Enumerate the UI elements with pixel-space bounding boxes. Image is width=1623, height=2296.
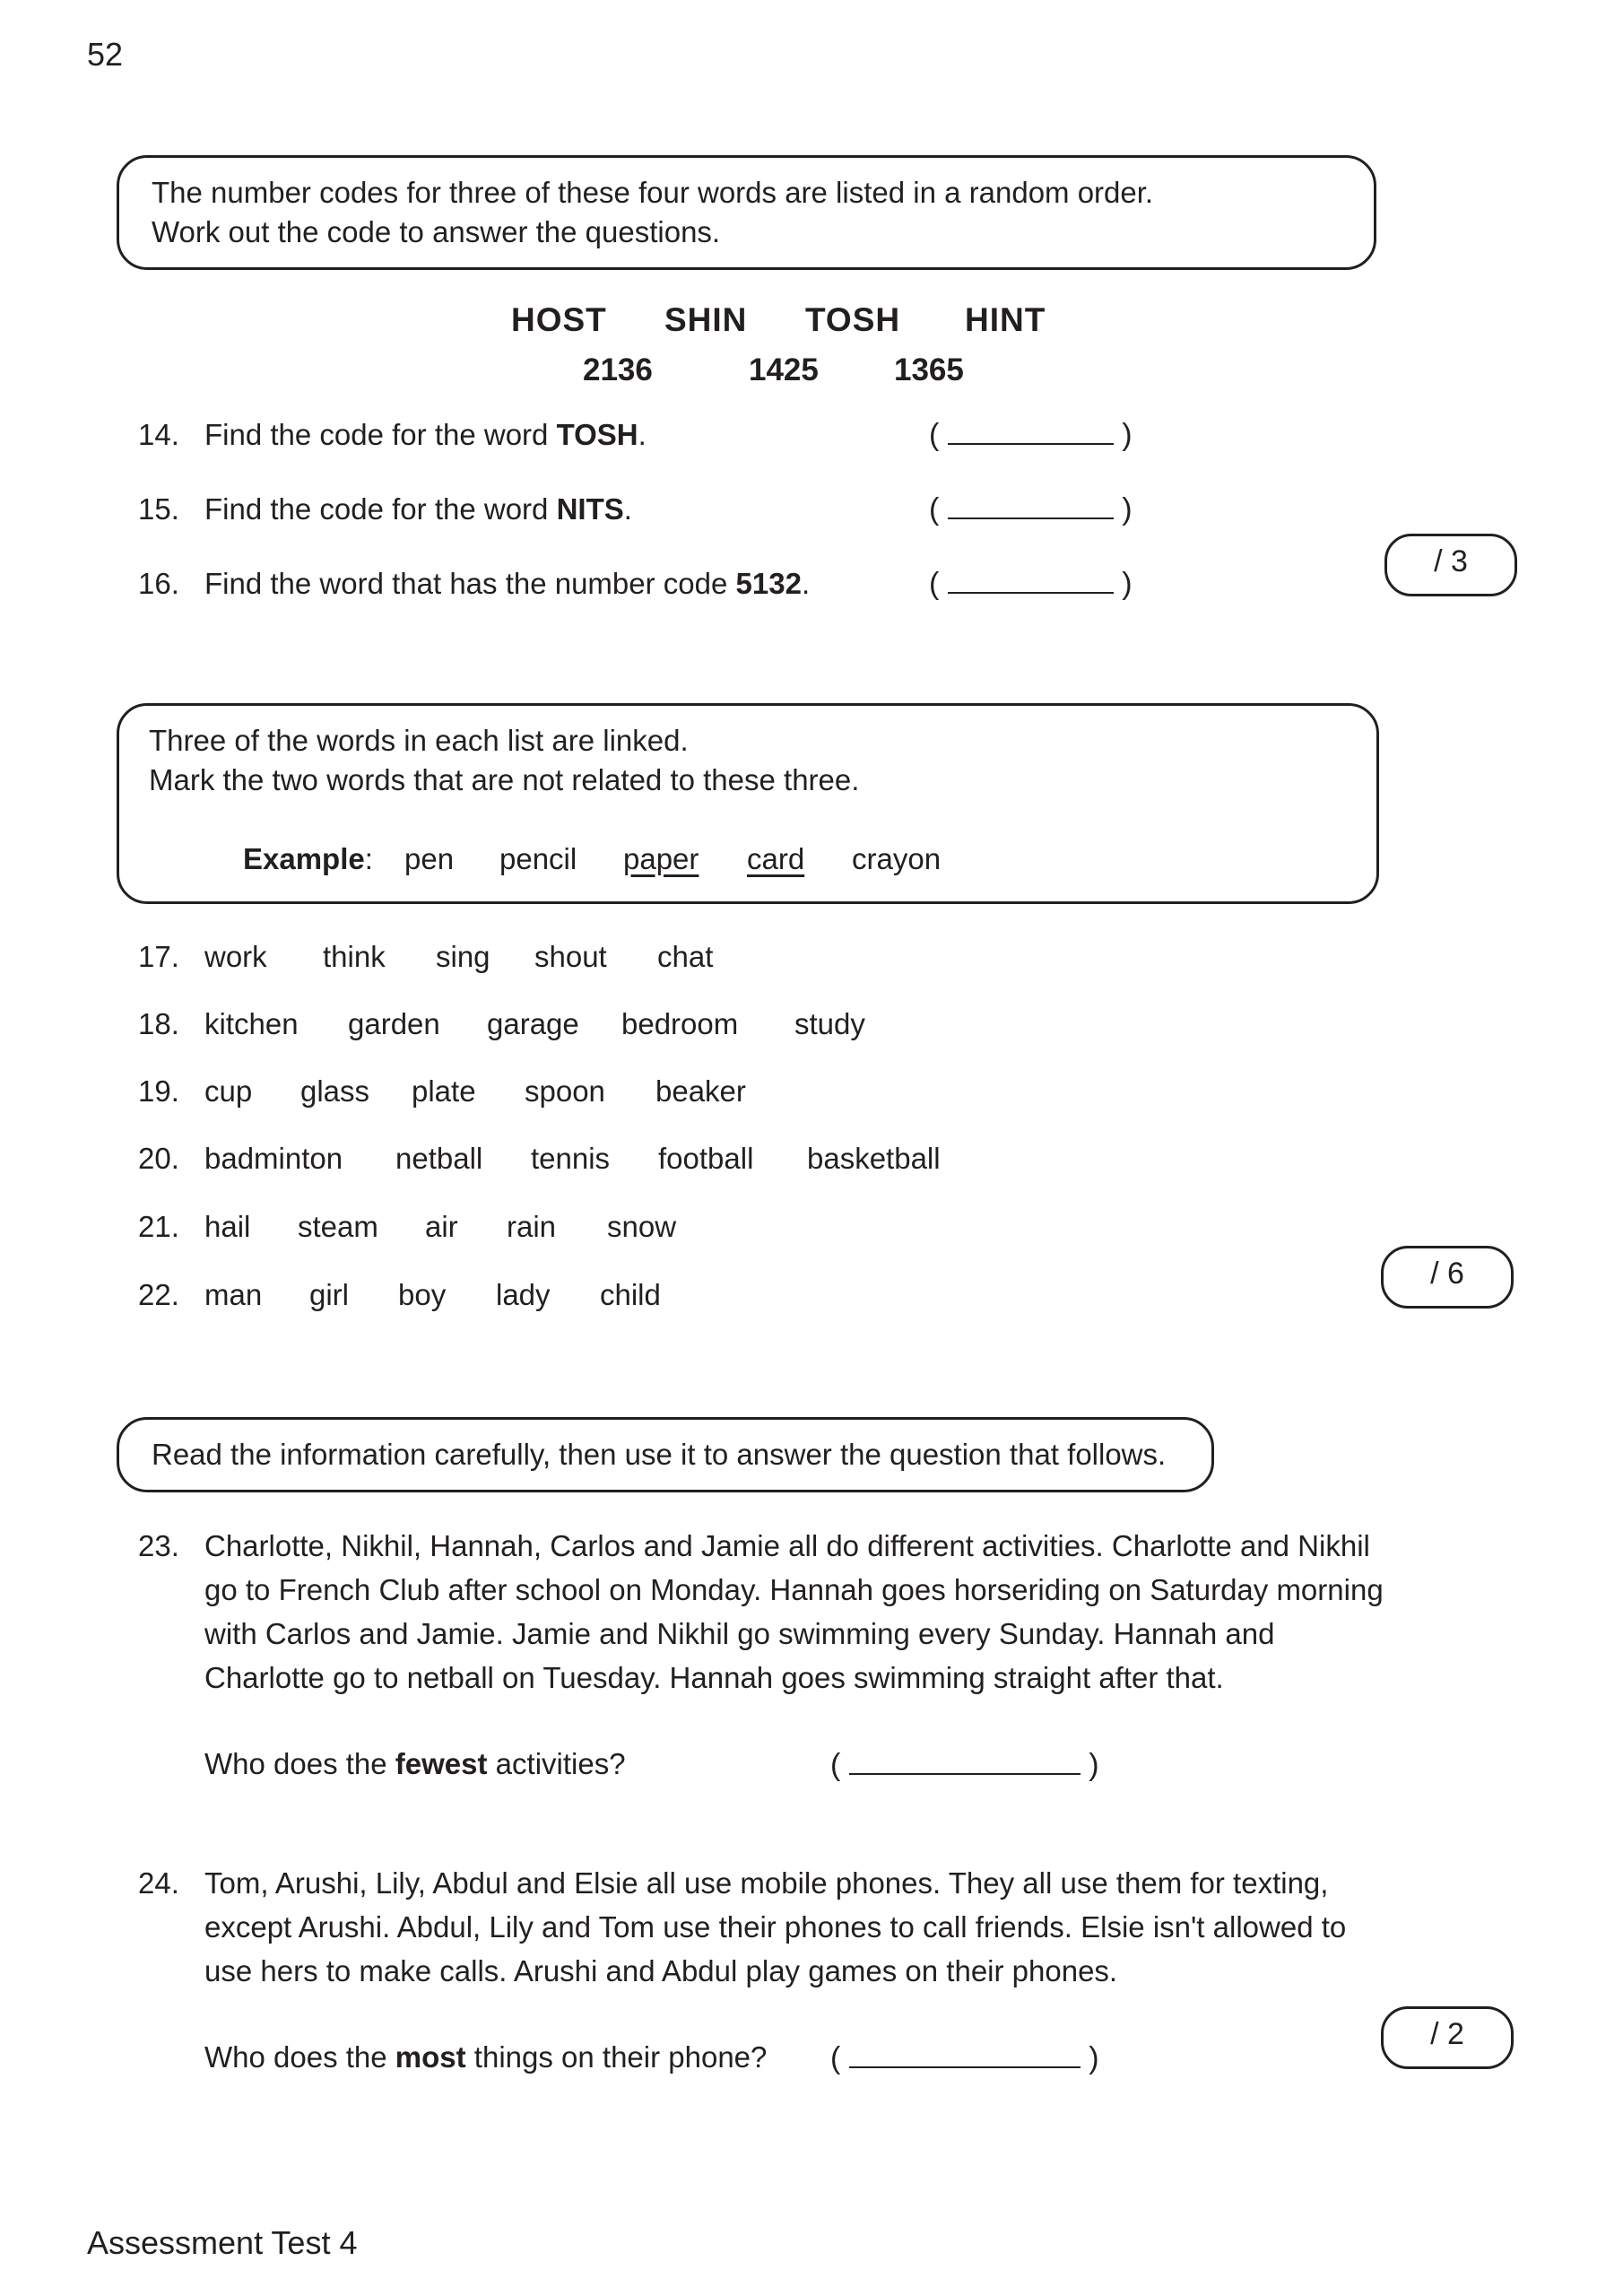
code-number: 2136 <box>583 352 653 387</box>
code-number: 1425 <box>749 352 819 387</box>
option-word[interactable]: garage <box>487 1007 579 1040</box>
option-word[interactable]: sing <box>436 940 490 973</box>
instruction-line: The number codes for three of these four words are listed in a random order. <box>152 176 1154 209</box>
instruction-box-code <box>117 155 1376 270</box>
paragraph-line: Tom, Arushi, Lily, Abdul and Elsie all use mobile phones. They all use them for texting, <box>204 1866 1329 1900</box>
answer-field-14[interactable]: ( ) <box>929 418 1133 452</box>
question-number: 17. <box>138 940 179 973</box>
paragraph-line: with Carlos and Jamie. Jamie and Nikhil go swimming every Sunday. Hannah and <box>204 1617 1275 1650</box>
question-number: 24. <box>138 1866 179 1900</box>
instruction-line: Mark the two words that are not related to these three. <box>149 763 860 796</box>
instruction-box-reading <box>117 1417 1214 1492</box>
option-word[interactable]: kitchen <box>204 1007 299 1040</box>
option-word[interactable]: lady <box>496 1278 551 1311</box>
instruction-box-links <box>117 703 1379 904</box>
question-number: 16. <box>138 567 179 600</box>
code-word: SHIN <box>664 301 748 338</box>
question-number: 20. <box>138 1142 179 1175</box>
example-word: pen <box>404 842 455 875</box>
code-word: HINT <box>965 301 1046 338</box>
instruction-line: Read the information carefully, then use it to answer the question that follows. <box>152 1438 1167 1471</box>
example-label: Example: <box>243 842 373 875</box>
question-text: Find the code for the word TOSH. <box>204 418 647 451</box>
option-word[interactable]: chat <box>657 940 714 973</box>
option-word[interactable]: bedroom <box>621 1007 739 1040</box>
option-word[interactable]: netball <box>395 1142 483 1175</box>
option-word[interactable]: glass <box>300 1074 370 1108</box>
answer-field-23[interactable]: ( ) <box>830 1748 1099 1782</box>
answer-field-15[interactable]: ( ) <box>929 492 1133 526</box>
code-number: 1365 <box>894 352 964 387</box>
option-word[interactable]: think <box>323 940 386 973</box>
score-box: / 2 <box>1381 2006 1514 2069</box>
question-paragraph <box>204 1524 1384 1700</box>
paragraph-line: Charlotte, Nikhil, Hannah, Carlos and Jamie all do different activities. Charlotte and Nikhil <box>204 1529 1370 1562</box>
option-word[interactable]: rain <box>507 1210 557 1243</box>
question-number: 15. <box>138 492 179 526</box>
option-word[interactable]: boy <box>398 1278 447 1311</box>
question-prompt: Who does the fewest activities? <box>204 1747 626 1780</box>
code-word: HOST <box>511 301 607 338</box>
example-word-marked: paper <box>623 842 699 875</box>
option-word[interactable]: hail <box>204 1210 251 1243</box>
option-word[interactable]: plate <box>412 1074 476 1108</box>
paragraph-line: except Arushi. Abdul, Lily and Tom use their phones to call friends. Elsie isn't allowed to <box>204 1910 1347 1944</box>
question-number: 21. <box>138 1210 179 1243</box>
option-word[interactable]: study <box>794 1007 865 1040</box>
question-text: Find the code for the word NITS. <box>204 492 632 526</box>
question-number: 18. <box>138 1007 179 1040</box>
question-number: 22. <box>138 1278 179 1311</box>
paragraph-line: go to French Club after school on Monday. Hannah goes horseriding on Saturday morning <box>204 1573 1384 1606</box>
option-word[interactable]: tennis <box>531 1142 611 1175</box>
score-box: / 3 <box>1384 534 1517 596</box>
option-word[interactable]: basketball <box>807 1142 941 1175</box>
instruction-line: Work out the code to answer the questions. <box>152 215 721 248</box>
answer-field-16[interactable]: ( ) <box>929 567 1133 601</box>
option-word[interactable]: badminton <box>204 1142 343 1175</box>
option-word[interactable]: cup <box>204 1074 253 1108</box>
option-word[interactable]: man <box>204 1278 263 1311</box>
question-number: 23. <box>138 1529 179 1562</box>
code-word: TOSH <box>805 301 901 338</box>
question-number: 14. <box>138 418 179 451</box>
instruction-line: Three of the words in each list are linked. <box>149 724 689 757</box>
option-word[interactable]: snow <box>607 1210 677 1243</box>
example-word: crayon <box>852 842 942 875</box>
option-word[interactable]: spoon <box>525 1074 605 1108</box>
footer-title: Assessment Test 4 <box>87 2224 358 2261</box>
answer-field-24[interactable]: ( ) <box>830 2041 1099 2075</box>
question-number: 19. <box>138 1074 179 1108</box>
score-box: / 6 <box>1381 1246 1514 1309</box>
option-word[interactable]: shout <box>534 940 607 973</box>
question-prompt: Who does the most things on their phone? <box>204 2040 768 2074</box>
option-word[interactable]: air <box>425 1210 458 1243</box>
option-word[interactable]: work <box>204 940 267 973</box>
option-word[interactable]: football <box>658 1142 754 1175</box>
example-word: pencil <box>499 842 577 875</box>
question-paragraph <box>204 1861 1346 1993</box>
option-word[interactable]: girl <box>309 1278 350 1311</box>
option-word[interactable]: garden <box>348 1007 440 1040</box>
option-word[interactable]: beaker <box>655 1074 746 1108</box>
question-text: Find the word that has the number code 5132. <box>204 567 811 600</box>
example-word-marked: card <box>747 842 805 875</box>
option-word[interactable]: steam <box>298 1210 378 1243</box>
paragraph-line: use hers to make calls. Arushi and Abdul play games on their phones. <box>204 1954 1118 1987</box>
paragraph-line: Charlotte go to netball on Tuesday. Hannah goes swimming straight after that. <box>204 1661 1224 1694</box>
page-number: 52 <box>87 36 124 73</box>
option-word[interactable]: child <box>600 1278 661 1311</box>
